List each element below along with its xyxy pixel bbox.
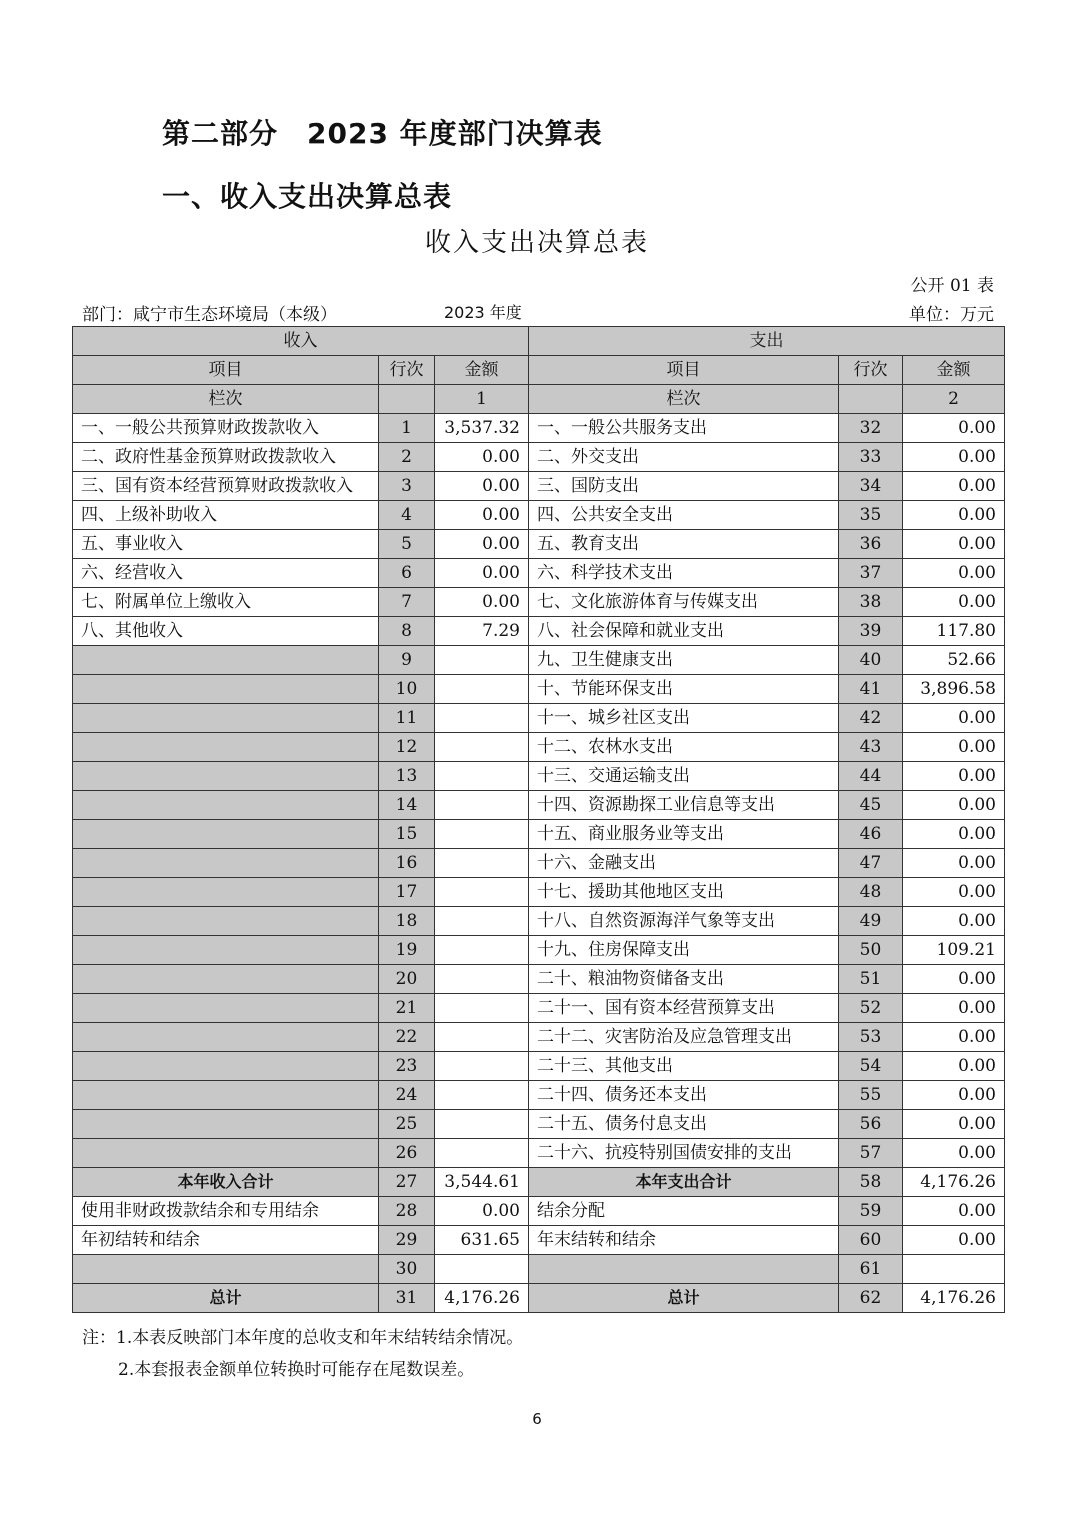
line-no: 20 xyxy=(379,965,435,994)
table-row xyxy=(73,559,1005,588)
line-no: 55 xyxy=(839,1081,903,1110)
income-item: 二、政府性基金预算财政拨款收入 xyxy=(73,443,379,472)
amount xyxy=(435,1023,529,1052)
table-row xyxy=(73,994,1005,1023)
expense-item: 二十二、灾害防治及应急管理支出 xyxy=(529,1023,839,1052)
amount xyxy=(435,849,529,878)
line-no: 27 xyxy=(379,1168,435,1197)
expense-item: 年末结转和结余 xyxy=(529,1226,839,1255)
amount xyxy=(435,704,529,733)
line-no: 32 xyxy=(839,414,903,443)
line-no: 52 xyxy=(839,994,903,1023)
line-no: 48 xyxy=(839,878,903,907)
table-row xyxy=(73,704,1005,733)
expense-item: 二十四、债务还本支出 xyxy=(529,1081,839,1110)
expense-item: 四、公共安全支出 xyxy=(529,501,839,530)
income-line-header: 行次 xyxy=(379,356,435,385)
amount xyxy=(435,994,529,1023)
income-column-label: 栏次 xyxy=(73,385,379,414)
expense-item: 十四、资源勘探工业信息等支出 xyxy=(529,791,839,820)
income-grand-total-amount: 4,176.26 xyxy=(435,1284,529,1313)
amount: 109.21 xyxy=(903,936,1005,965)
line-no: 54 xyxy=(839,1052,903,1081)
income-item: 五、事业收入 xyxy=(73,530,379,559)
amount: 0.00 xyxy=(903,1081,1005,1110)
line-no: 47 xyxy=(839,849,903,878)
table-row xyxy=(73,965,1005,994)
line-no: 46 xyxy=(839,820,903,849)
line-no: 37 xyxy=(839,559,903,588)
table-row xyxy=(73,791,1005,820)
income-item xyxy=(73,1023,379,1052)
income-total-label: 本年收入合计 xyxy=(73,1168,379,1197)
line-no: 18 xyxy=(379,907,435,936)
expense-item: 二、外交支出 xyxy=(529,443,839,472)
line-no: 40 xyxy=(839,646,903,675)
income-item: 一、一般公共预算财政拨款收入 xyxy=(73,414,379,443)
line-no: 53 xyxy=(839,1023,903,1052)
income-item xyxy=(73,907,379,936)
expense-item: 二十三、其他支出 xyxy=(529,1052,839,1081)
line-no: 9 xyxy=(379,646,435,675)
line-no: 7 xyxy=(379,588,435,617)
table-row xyxy=(73,733,1005,762)
amount: 0.00 xyxy=(435,530,529,559)
expense-item: 十七、援助其他地区支出 xyxy=(529,878,839,907)
line-no: 61 xyxy=(839,1255,903,1284)
line-no: 12 xyxy=(379,733,435,762)
table-row xyxy=(73,501,1005,530)
line-no: 2 xyxy=(379,443,435,472)
expense-column-index: 2 xyxy=(903,385,1005,414)
expense-line-header: 行次 xyxy=(839,356,903,385)
line-no: 26 xyxy=(379,1139,435,1168)
income-item: 六、经营收入 xyxy=(73,559,379,588)
line-no: 38 xyxy=(839,588,903,617)
table-meta xyxy=(82,300,994,324)
income-item-header: 项目 xyxy=(73,356,379,385)
income-item xyxy=(73,849,379,878)
amount: 0.00 xyxy=(435,1197,529,1226)
expense-item: 十六、金融支出 xyxy=(529,849,839,878)
amount: 0.00 xyxy=(903,1226,1005,1255)
amount xyxy=(435,965,529,994)
income-item xyxy=(73,994,379,1023)
line-no: 14 xyxy=(379,791,435,820)
income-item xyxy=(73,704,379,733)
income-item: 七、附属单位上缴收入 xyxy=(73,588,379,617)
line-no: 56 xyxy=(839,1110,903,1139)
amount: 0.00 xyxy=(903,762,1005,791)
expense-item: 十九、住房保障支出 xyxy=(529,936,839,965)
expense-item: 十、节能环保支出 xyxy=(529,675,839,704)
table-row xyxy=(73,1110,1005,1139)
table-row xyxy=(73,443,1005,472)
line-no: 16 xyxy=(379,849,435,878)
line-no: 10 xyxy=(379,675,435,704)
income-item: 使用非财政拨款结余和专用结余 xyxy=(73,1197,379,1226)
line-no: 15 xyxy=(379,820,435,849)
income-item xyxy=(73,936,379,965)
income-item xyxy=(73,965,379,994)
amount: 0.00 xyxy=(903,1023,1005,1052)
expense-item-header: 项目 xyxy=(529,356,839,385)
line-no: 34 xyxy=(839,472,903,501)
amount: 0.00 xyxy=(903,443,1005,472)
table-row xyxy=(73,530,1005,559)
income-item xyxy=(73,820,379,849)
line-no: 3 xyxy=(379,472,435,501)
amount: 0.00 xyxy=(903,559,1005,588)
line-no: 51 xyxy=(839,965,903,994)
form-code: 公开 01 表 xyxy=(910,276,994,296)
income-item xyxy=(73,733,379,762)
expense-item: 十一、城乡社区支出 xyxy=(529,704,839,733)
table-row xyxy=(73,1081,1005,1110)
amount: 0.00 xyxy=(903,1197,1005,1226)
line-no: 25 xyxy=(379,1110,435,1139)
table-row xyxy=(73,646,1005,675)
empty-cell xyxy=(435,1255,529,1284)
expense-header: 支出 xyxy=(529,327,1005,356)
table-row xyxy=(73,675,1005,704)
line-no: 35 xyxy=(839,501,903,530)
line-no: 36 xyxy=(839,530,903,559)
income-item xyxy=(73,675,379,704)
expense-item: 十五、商业服务业等支出 xyxy=(529,820,839,849)
line-no: 41 xyxy=(839,675,903,704)
page-number: 6 xyxy=(532,1410,542,1428)
line-no: 17 xyxy=(379,878,435,907)
line-no: 29 xyxy=(379,1226,435,1255)
income-item xyxy=(73,791,379,820)
amount: 7.29 xyxy=(435,617,529,646)
amount xyxy=(435,1139,529,1168)
amount: 0.00 xyxy=(903,1052,1005,1081)
amount: 0.00 xyxy=(903,704,1005,733)
table-row xyxy=(73,1255,1005,1284)
table-row xyxy=(73,1052,1005,1081)
table-row xyxy=(73,907,1005,936)
expense-item: 一、一般公共服务支出 xyxy=(529,414,839,443)
line-no: 49 xyxy=(839,907,903,936)
table-row xyxy=(73,1197,1005,1226)
line-no: 4 xyxy=(379,501,435,530)
income-item xyxy=(73,878,379,907)
table-row xyxy=(73,936,1005,965)
amount xyxy=(435,646,529,675)
expense-amount-header: 金额 xyxy=(903,356,1005,385)
line-no: 13 xyxy=(379,762,435,791)
table-row xyxy=(73,588,1005,617)
expense-item: 五、教育支出 xyxy=(529,530,839,559)
year-total-row xyxy=(73,1168,1005,1197)
amount: 0.00 xyxy=(903,1110,1005,1139)
amount: 0.00 xyxy=(435,588,529,617)
amount: 0.00 xyxy=(903,878,1005,907)
table-row xyxy=(73,617,1005,646)
line-no: 50 xyxy=(839,936,903,965)
amount: 0.00 xyxy=(435,559,529,588)
note-2: 2.本套报表金额单位转换时可能存在尾数误差。 xyxy=(118,1360,475,1380)
amount xyxy=(435,1110,529,1139)
amount: 0.00 xyxy=(903,820,1005,849)
unit-label: 单位：万元 xyxy=(909,305,994,325)
line-no: 24 xyxy=(379,1081,435,1110)
table-row xyxy=(73,1139,1005,1168)
line-no: 60 xyxy=(839,1226,903,1255)
expense-item: 六、科学技术支出 xyxy=(529,559,839,588)
expense-item: 二十五、债务付息支出 xyxy=(529,1110,839,1139)
expense-item: 十二、农林水支出 xyxy=(529,733,839,762)
amount xyxy=(435,878,529,907)
line-no: 30 xyxy=(379,1255,435,1284)
amount: 0.00 xyxy=(903,849,1005,878)
amount: 0.00 xyxy=(903,1139,1005,1168)
expense-item: 二十、粮油物资储备支出 xyxy=(529,965,839,994)
line-no: 45 xyxy=(839,791,903,820)
table-notes xyxy=(82,1322,523,1386)
income-total-amount: 3,544.61 xyxy=(435,1168,529,1197)
line-no: 42 xyxy=(839,704,903,733)
table-row xyxy=(73,878,1005,907)
line-no: 22 xyxy=(379,1023,435,1052)
line-no: 58 xyxy=(839,1168,903,1197)
line-no: 43 xyxy=(839,733,903,762)
grand-total-row xyxy=(73,1284,1005,1313)
amount xyxy=(435,675,529,704)
income-item: 三、国有资本经营预算财政拨款收入 xyxy=(73,472,379,501)
amount xyxy=(435,820,529,849)
amount: 0.00 xyxy=(903,501,1005,530)
expense-item: 八、社会保障和就业支出 xyxy=(529,617,839,646)
line-no: 19 xyxy=(379,936,435,965)
amount xyxy=(435,791,529,820)
amount: 3,537.32 xyxy=(435,414,529,443)
amount xyxy=(435,762,529,791)
income-item xyxy=(73,646,379,675)
header-row-columns xyxy=(73,356,1005,385)
amount: 52.66 xyxy=(903,646,1005,675)
income-item xyxy=(73,1081,379,1110)
fiscal-year: 2023 年度 xyxy=(444,303,522,322)
amount: 0.00 xyxy=(903,994,1005,1023)
line-no: 59 xyxy=(839,1197,903,1226)
table-title: 收入支出决算总表 xyxy=(424,228,649,258)
amount: 0.00 xyxy=(903,733,1005,762)
header-row-sections xyxy=(73,327,1005,356)
empty-cell xyxy=(903,1255,1005,1284)
table-row xyxy=(73,820,1005,849)
line-no: 21 xyxy=(379,994,435,1023)
amount: 0.00 xyxy=(435,472,529,501)
amount xyxy=(435,1081,529,1110)
empty-cell xyxy=(529,1255,839,1284)
income-header: 收入 xyxy=(73,327,529,356)
amount: 631.65 xyxy=(435,1226,529,1255)
amount xyxy=(435,733,529,762)
amount: 0.00 xyxy=(435,443,529,472)
expense-item: 七、文化旅游体育与传媒支出 xyxy=(529,588,839,617)
expense-grand-total-amount: 4,176.26 xyxy=(903,1284,1005,1313)
empty-cell xyxy=(839,385,903,414)
amount: 0.00 xyxy=(435,501,529,530)
expense-item: 十八、自然资源海洋气象等支出 xyxy=(529,907,839,936)
table-row xyxy=(73,414,1005,443)
income-amount-header: 金额 xyxy=(435,356,529,385)
header-row-column-index xyxy=(73,385,1005,414)
empty-cell xyxy=(73,1255,379,1284)
amount: 0.00 xyxy=(903,588,1005,617)
section-title: 一、收入支出决算总表 xyxy=(162,180,453,213)
budget-summary-table xyxy=(72,326,1005,1313)
department-label: 部门：咸宁市生态环境局（本级） xyxy=(82,305,337,325)
expense-total-label: 本年支出合计 xyxy=(529,1168,839,1197)
line-no: 44 xyxy=(839,762,903,791)
expense-item: 三、国防支出 xyxy=(529,472,839,501)
income-item: 年初结转和结余 xyxy=(73,1226,379,1255)
income-grand-total-label: 总计 xyxy=(73,1284,379,1313)
income-item xyxy=(73,1139,379,1168)
expense-item: 二十一、国有资本经营预算支出 xyxy=(529,994,839,1023)
table-row xyxy=(73,1226,1005,1255)
expense-column-label: 栏次 xyxy=(529,385,839,414)
amount: 0.00 xyxy=(903,414,1005,443)
line-no: 33 xyxy=(839,443,903,472)
line-no: 6 xyxy=(379,559,435,588)
expense-item: 九、卫生健康支出 xyxy=(529,646,839,675)
line-no: 11 xyxy=(379,704,435,733)
amount: 0.00 xyxy=(903,965,1005,994)
note-1: 注：1.本表反映部门本年度的总收支和年末结转结余情况。 xyxy=(82,1328,524,1348)
amount: 117.80 xyxy=(903,617,1005,646)
amount: 0.00 xyxy=(903,530,1005,559)
line-no: 8 xyxy=(379,617,435,646)
line-no: 57 xyxy=(839,1139,903,1168)
empty-cell xyxy=(379,385,435,414)
part-title: 第二部分 2023 年度部门决算表 xyxy=(162,117,603,150)
amount: 3,896.58 xyxy=(903,675,1005,704)
amount xyxy=(435,907,529,936)
table-row xyxy=(73,1023,1005,1052)
line-no: 5 xyxy=(379,530,435,559)
line-no: 1 xyxy=(379,414,435,443)
amount: 0.00 xyxy=(903,472,1005,501)
line-no: 31 xyxy=(379,1284,435,1313)
amount: 0.00 xyxy=(903,791,1005,820)
table-row xyxy=(73,762,1005,791)
line-no: 23 xyxy=(379,1052,435,1081)
table-row xyxy=(73,849,1005,878)
amount: 0.00 xyxy=(903,907,1005,936)
expense-item: 结余分配 xyxy=(529,1197,839,1226)
line-no: 39 xyxy=(839,617,903,646)
table-row xyxy=(73,472,1005,501)
line-no: 62 xyxy=(839,1284,903,1313)
income-item: 八、其他收入 xyxy=(73,617,379,646)
income-item xyxy=(73,762,379,791)
line-no: 28 xyxy=(379,1197,435,1226)
income-item xyxy=(73,1052,379,1081)
income-column-index: 1 xyxy=(435,385,529,414)
expense-item: 二十六、抗疫特别国债安排的支出 xyxy=(529,1139,839,1168)
amount xyxy=(435,1052,529,1081)
income-item: 四、上级补助收入 xyxy=(73,501,379,530)
expense-item: 十三、交通运输支出 xyxy=(529,762,839,791)
expense-total-amount: 4,176.26 xyxy=(903,1168,1005,1197)
income-item xyxy=(73,1110,379,1139)
amount xyxy=(435,936,529,965)
expense-grand-total-label: 总计 xyxy=(529,1284,839,1313)
